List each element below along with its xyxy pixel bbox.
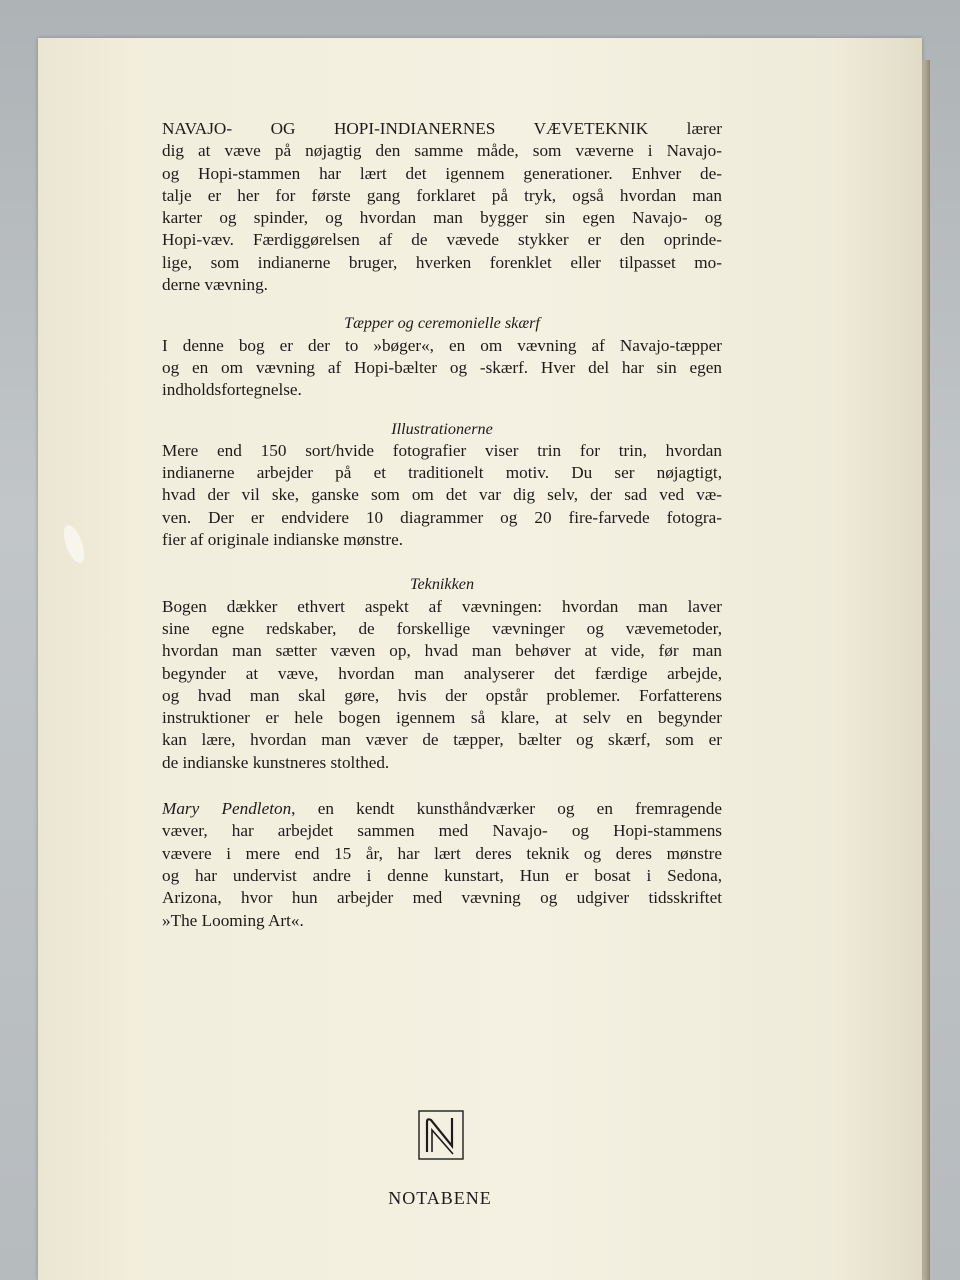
intro-paragraph xyxy=(162,118,722,296)
section-line: de indianske kunstneres stolthed. xyxy=(162,752,390,772)
section-line: instruktioner er hele bogen igennem så klare, at selv en begynder xyxy=(162,708,722,728)
section-illustrationerne-paragraph xyxy=(162,440,722,551)
section-line: Bogen dækker ethvert aspekt af vævningen: hvordan man laver xyxy=(162,596,722,616)
section-line: kan lære, hvordan man væver de tæpper, bælter og skærf, som er xyxy=(162,730,722,750)
section-line: og en om vævning af Hopi-bælter og -skærf. Hver del har sin egen xyxy=(162,357,722,377)
intro-line: lige, som indianerne bruger, hverken forenklet eller tilpasset mo- xyxy=(162,252,722,272)
blurb-text xyxy=(162,118,722,932)
section-line: indianerne arbejder på et traditionelt motiv. Du ser nøjagtigt, xyxy=(162,463,722,483)
section-line: og hvad man skal gøre, hvis der opstår problemer. Forfatterens xyxy=(162,685,722,705)
section-heading-illustrationerne: Illustrationerne xyxy=(391,419,493,438)
author-paragraph xyxy=(162,798,722,932)
author-line: vævere i mere end 15 år, har lært deres teknik og deres mønstre xyxy=(162,843,722,863)
section-line: I denne bog er der to »bøger«, en om vævning af Navajo-tæpper xyxy=(162,335,722,355)
section-line: indholdsfortegnelse. xyxy=(162,380,302,400)
intro-line: og Hopi-stammen har lært det igennem generationer. Enhver de- xyxy=(162,163,722,183)
cover-scuff-mark xyxy=(60,522,89,565)
section-heading-teknikken: Teknikken xyxy=(409,575,475,594)
publisher-name: NOTABENE xyxy=(388,1188,492,1208)
section-line: hvad der vil ske, ganske som om det var dig selv, der sad ved væ- xyxy=(162,485,722,505)
intro-line: Hopi-væv. Færdiggørelsen af de vævede stykker er den oprinde- xyxy=(162,230,722,250)
intro-line: dig at væve på nøjagtig den samme måde, som væverne i Navajo- xyxy=(162,141,722,161)
section-line: Mere end 150 sort/hvide fotografier viser trin for trin, hvordan xyxy=(162,440,722,460)
section-line: sine egne redskaber, de forskellige vævninger og vævemetoder, xyxy=(162,618,722,638)
author-first-line xyxy=(162,798,722,820)
book-spine-edge xyxy=(922,60,930,1280)
intro-line: NAVAJO- OG HOPI-INDIANERNES VÆVETEKNIK lærer xyxy=(162,119,722,138)
section-line: fier af originale indianske mønstre. xyxy=(162,530,404,550)
spacer xyxy=(162,774,722,798)
intro-line: derne vævning. xyxy=(162,275,268,295)
author-name: Mary Pendleton xyxy=(162,799,292,819)
section-line: ven. Der er endvidere 10 diagrammer og 20 fire-farvede fotogra- xyxy=(162,507,722,527)
notabene-n-logo-icon xyxy=(418,1110,464,1160)
author-line: Arizona, hvor hun arbejder med vævning og udgiver tidsskriftet xyxy=(162,888,722,908)
intro-line: talje er her for første gang forklaret på tryk, også hvordan man xyxy=(162,185,722,205)
author-first-line-rest: , en kendt kunsthåndværker og en fremragende xyxy=(291,799,722,819)
section-taepper-paragraph xyxy=(162,335,722,402)
author-line: »The Looming Art«. xyxy=(162,910,304,930)
section-teknikken-paragraph xyxy=(162,596,722,774)
author-line: væver, har arbejdet sammen med Navajo- og Hopi-stammens xyxy=(162,821,722,841)
section-line: begynder at væve, hvordan man analyserer det færdige arbejde, xyxy=(162,663,722,683)
intro-line: karter og spinder, og hvordan man bygger sin egen Navajo- og xyxy=(162,208,722,228)
author-line: og har undervist andre i denne kunstart, Hun er bosat i Sedona, xyxy=(162,865,722,885)
section-heading-taepper: Tæpper og ceremonielle skærf xyxy=(344,314,540,333)
section-line: hvordan man sætter væven op, hvad man behøver at vide, før man xyxy=(162,641,722,661)
